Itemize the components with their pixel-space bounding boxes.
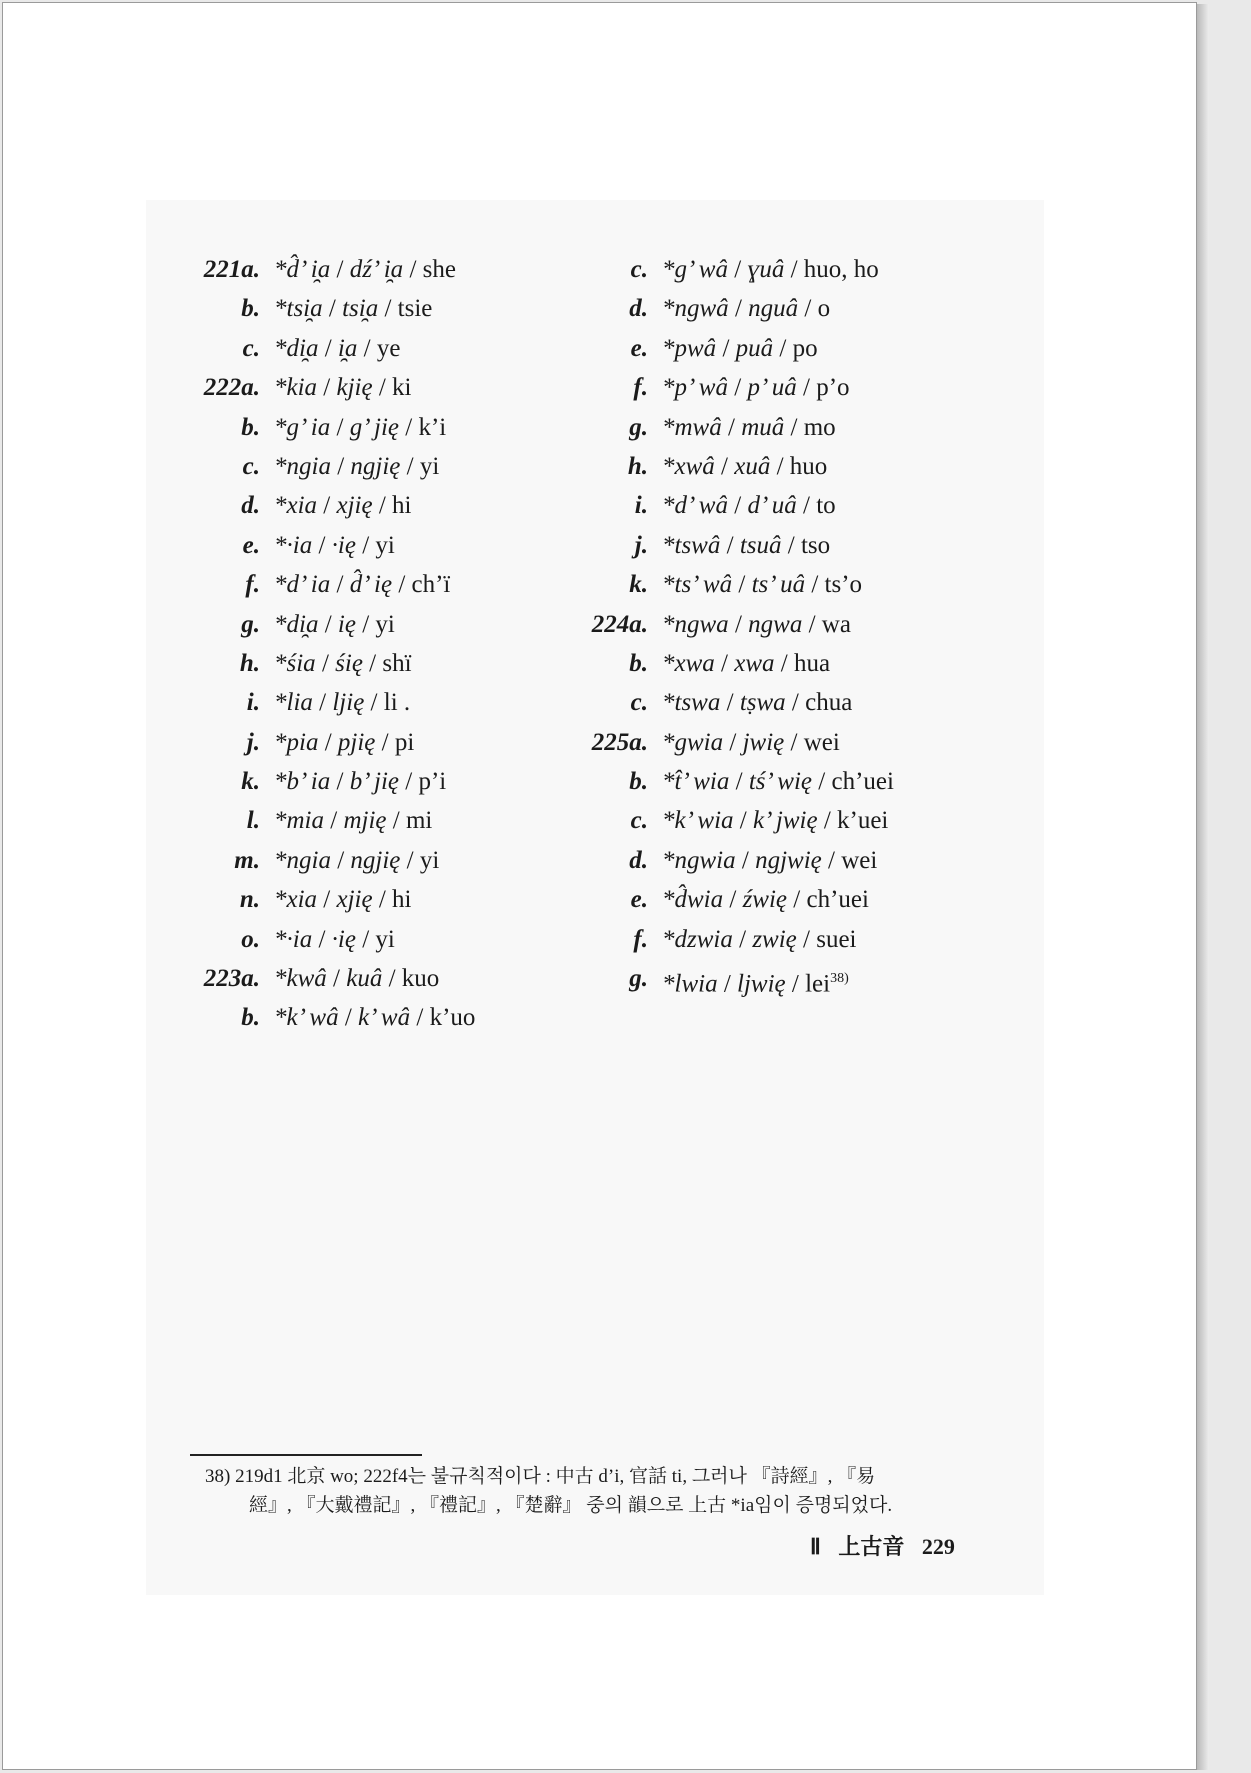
entry-number: c. (242, 334, 260, 362)
entry-forms: *di̯a / ię / yi (274, 610, 395, 638)
middle-chinese-form: d̂’ ię (349, 571, 393, 599)
entry-forms: *·ia / ·ię / yi (274, 531, 395, 559)
entry-forms: *lwia / ljwię / lei$^{38)}$ (662, 970, 849, 998)
modern-reading: yi (419, 846, 440, 874)
entry-number: e. (242, 531, 260, 559)
old-chinese-form: *dzwia (662, 925, 733, 953)
old-chinese-form: *gwia (662, 728, 724, 756)
entry-forms: *xwa / xwa / hua (662, 649, 831, 677)
old-chinese-form: *ngwa (662, 610, 729, 638)
entry-forms: *lia / ljię / li . (274, 689, 411, 717)
old-chinese-form: *p’ wâ (662, 374, 728, 402)
old-chinese-form: *tswâ (662, 531, 721, 559)
modern-reading: yi (375, 531, 395, 559)
middle-chinese-form: k’ wâ (358, 1004, 411, 1032)
modern-reading: ki (392, 374, 412, 402)
old-chinese-form: *g’ ia (274, 413, 331, 441)
entry-forms: *b’ ia / b’ jię / p’i (274, 768, 447, 796)
modern-reading: ts’o (824, 571, 863, 599)
middle-chinese-form: xjię (336, 886, 373, 914)
middle-chinese-form: d’ uâ (747, 492, 797, 520)
footnote-marker[interactable]: 38) (830, 971, 849, 987)
middle-chinese-form: pjię (337, 728, 376, 756)
modern-reading: huo, ho (803, 256, 879, 283)
entry-number: 221a. (203, 256, 260, 283)
entry-forms: *xwâ / xuâ / huo (662, 452, 828, 480)
middle-chinese-form: ·ię (331, 925, 356, 953)
modern-reading: mi (405, 807, 433, 835)
entry-number: g. (241, 610, 260, 638)
old-chinese-form: *·ia (274, 925, 313, 953)
middle-chinese-form: xuâ (734, 452, 771, 480)
modern-reading: li . (383, 689, 411, 717)
old-chinese-form: *śia (274, 649, 316, 677)
middle-chinese-form: tsi̯a (342, 295, 379, 323)
entry-number: b. (629, 649, 648, 677)
entry-forms: *ngia / ngjię / yi (274, 846, 440, 874)
middle-chinese-form: śię (335, 649, 363, 677)
entry-number: d. (241, 492, 260, 520)
middle-chinese-form: ɣuâ (747, 256, 785, 283)
entry-number: m. (234, 846, 260, 874)
modern-reading: k’uo (429, 1004, 476, 1032)
middle-chinese-form: xjię (336, 492, 373, 520)
old-chinese-form: *b’ ia (274, 768, 331, 796)
middle-chinese-form: tś’ wię (748, 768, 813, 796)
old-chinese-form: *k’ wia (662, 807, 734, 835)
old-chinese-form: *g’ wâ (662, 256, 728, 283)
footnote-line-2: 經』, 『大戴禮記』, 『禮記』, 『楚辭』 중의 韻으로 上古 *ia임이 증명되었다. (249, 1495, 893, 1516)
middle-chinese-form: ngjię (350, 452, 401, 480)
entry-forms: *ngwa / ngwa / wa (662, 610, 851, 638)
entry-number: d. (629, 846, 648, 874)
middle-chinese-form: jwię (742, 728, 785, 756)
entry-number: c. (630, 689, 648, 717)
modern-reading: mo (803, 413, 836, 441)
middle-chinese-form: ts’ uâ (751, 571, 806, 599)
entry-forms: *dzwia / zwię / suei (662, 925, 857, 953)
modern-reading: chua (805, 689, 853, 717)
entry-forms: *d̂wia / źwię / ch’uei (662, 886, 869, 914)
middle-chinese-form: ngjię (350, 846, 401, 874)
old-chinese-form: *xia (274, 886, 318, 914)
entry-forms: *ts’ wâ / ts’ uâ / ts’o (662, 571, 863, 599)
old-chinese-form: *d’ ia (274, 571, 331, 599)
old-chinese-form: *d̂’ i̯a (274, 256, 331, 283)
middle-chinese-form: ·ię (331, 531, 356, 559)
entry-number: b. (629, 768, 648, 796)
old-chinese-form: *xia (274, 492, 318, 520)
entry-number: b. (241, 295, 260, 323)
entry-number: c. (242, 452, 260, 480)
modern-reading: yi (419, 452, 440, 480)
entry-number: k. (241, 768, 260, 796)
entry-number: i. (246, 689, 260, 717)
entry-number: 222a. (203, 374, 260, 402)
modern-reading: tsie (397, 295, 433, 323)
entry-forms: *k’ wâ / k’ wâ / k’uo (274, 1004, 476, 1032)
entry-forms: *p’ wâ / p’ uâ / p’o (662, 374, 850, 402)
middle-chinese-form: tsuâ (739, 531, 782, 559)
entry-forms: *ngwia / ngjwię / wei (662, 846, 878, 874)
old-chinese-form: *lia (274, 689, 313, 717)
entry-number: 223a. (203, 965, 260, 993)
entry-forms: *di̯a / i̯a / ye (274, 334, 401, 362)
entry-number: o. (241, 925, 260, 953)
modern-reading: o (817, 295, 831, 323)
entry-number: b. (241, 1004, 260, 1032)
entry-number: i. (634, 492, 648, 520)
old-chinese-form: *di̯a (274, 610, 319, 638)
page-edge-shadow (1197, 4, 1209, 1770)
entry-number: e. (630, 334, 648, 362)
entry-number: e. (630, 886, 648, 914)
entry-forms: *tswâ / tsuâ / tso (662, 531, 831, 559)
modern-reading: pi (394, 728, 415, 756)
entry-number: c. (630, 256, 648, 283)
old-chinese-form: *lwia (662, 970, 718, 998)
old-chinese-form: *d’ wâ (662, 492, 728, 520)
entry-forms: *gwia / jwię / wei (662, 728, 840, 756)
old-chinese-form: *ngwia (662, 846, 736, 874)
entry-number: 225a. (591, 728, 648, 756)
entry-forms: *xia / xjię / hi (274, 492, 412, 520)
entry-forms: *tsi̯a / tsi̯a / tsie (274, 295, 433, 323)
entry-number: f. (633, 374, 648, 402)
old-chinese-form: *tswa (662, 689, 721, 717)
entry-number: f. (633, 925, 648, 953)
entry-forms: *k’ wia / k’ jwię / k’uei (662, 807, 889, 835)
old-chinese-form: *pia (274, 728, 319, 756)
entry-number: g. (629, 413, 648, 441)
middle-chinese-form: kjię (336, 374, 373, 402)
entry-forms: *t̂’ wia / tś’ wię / ch’uei (662, 768, 894, 796)
page-number: 229 (921, 1534, 955, 1559)
modern-reading: k’i (418, 413, 447, 441)
modern-reading: suei (816, 925, 857, 953)
old-chinese-form: *ngia (274, 846, 331, 874)
middle-chinese-form: dź’ i̯a (349, 256, 404, 283)
old-chinese-form: *ngwâ (662, 295, 729, 323)
old-chinese-form: *xwa (662, 649, 715, 677)
old-chinese-form: *k’ wâ (274, 1004, 339, 1032)
middle-chinese-form: źwię (742, 886, 788, 914)
old-chinese-form: *mia (274, 807, 324, 835)
modern-reading: yi (375, 925, 395, 953)
middle-chinese-form: k’ jwię (752, 807, 818, 835)
middle-chinese-form: zwię (752, 925, 797, 953)
old-chinese-form: *pwâ (662, 334, 717, 362)
middle-chinese-form: ngjwię (755, 846, 822, 874)
modern-reading: to (816, 492, 836, 520)
entry-forms: *xia / xjię / hi (274, 886, 412, 914)
modern-reading: ch’uei (806, 886, 869, 914)
entry-forms: *d’ ia / d̂’ ię / ch’ï (274, 571, 451, 599)
modern-reading: ch’ï (411, 571, 451, 599)
entry-number: f. (245, 571, 260, 599)
middle-chinese-form: kuâ (346, 965, 383, 993)
footnote (205, 1462, 1005, 1520)
old-chinese-form: *di̯a (274, 334, 319, 362)
footer-section: Ⅱ (810, 1534, 821, 1559)
modern-reading: po (792, 334, 818, 362)
middle-chinese-form: puâ (735, 334, 774, 362)
middle-chinese-form: ljię (332, 689, 365, 717)
middle-chinese-form: nguâ (748, 295, 799, 323)
entry-forms: *d’ wâ / d’ uâ / to (662, 492, 836, 520)
entry-forms: *ngwâ / nguâ / o (662, 295, 831, 323)
modern-reading: wei (803, 728, 840, 756)
entry-number: n. (239, 886, 260, 914)
modern-reading: shï (382, 649, 412, 677)
middle-chinese-form: b’ jię (349, 768, 399, 796)
middle-chinese-form: ię (337, 610, 356, 638)
footer-title: 上古音 (838, 1534, 905, 1559)
modern-reading: ch’uei (831, 768, 894, 796)
modern-reading: wa (821, 610, 851, 638)
modern-reading: k’uei (837, 807, 889, 835)
middle-chinese-form: ljwię (737, 970, 786, 998)
entry-number: 224a. (591, 610, 648, 638)
old-chinese-form: *ts’ wâ (662, 571, 733, 599)
entry-number: g. (629, 965, 648, 993)
old-chinese-form: *t̂’ wia (662, 768, 730, 796)
entry-forms: *ngia / ngjię / yi (274, 452, 440, 480)
entry-forms: *tswa / tṣwa / chua (662, 689, 853, 717)
middle-chinese-form: xwa (734, 649, 775, 677)
entry-number: d. (629, 295, 648, 323)
entry-number: j. (246, 728, 260, 756)
entry-number: h. (627, 452, 648, 480)
modern-reading: wei (841, 846, 878, 874)
page-footer (810, 1530, 967, 1561)
old-chinese-form: *xwâ (662, 452, 715, 480)
old-chinese-form: *kia (274, 374, 318, 402)
entry-forms: *g’ ia / g’ jię / k’i (274, 413, 447, 441)
entry-number: j. (634, 531, 648, 559)
modern-reading: tso (800, 531, 831, 559)
entry-forms: *pwâ / puâ / po (662, 334, 818, 362)
footnote-rule (190, 1454, 422, 1456)
old-chinese-form: *ngia (274, 452, 331, 480)
entry-forms: *·ia / ·ię / yi (274, 925, 395, 953)
entry-number: h. (239, 649, 260, 677)
modern-reading: p’i (418, 768, 447, 796)
modern-reading: hua (793, 649, 831, 677)
middle-chinese-form: muâ (741, 413, 785, 441)
entry-forms: *d̂’ i̯a / dź’ i̯a / she (274, 256, 456, 283)
entry-forms: *kia / kjię / ki (274, 374, 412, 402)
old-chinese-form: *tsi̯a (274, 295, 323, 323)
entry-forms: *mia / mjię / mi (274, 807, 433, 835)
middle-chinese-form: ngwa (748, 610, 803, 638)
modern-reading: hi (392, 886, 412, 914)
modern-reading: p’o (816, 374, 850, 402)
old-chinese-form: *d̂wia (662, 886, 724, 914)
entry-forms: *mwâ / muâ / mo (662, 413, 836, 441)
entry-number: b. (241, 413, 260, 441)
entry-forms: *pia / pjię / pi (274, 728, 415, 756)
middle-chinese-form: p’ uâ (747, 374, 797, 402)
old-chinese-form: *·ia (274, 531, 313, 559)
modern-reading: hi (392, 492, 412, 520)
middle-chinese-form: g’ jię (349, 413, 399, 441)
old-chinese-form: *mwâ (662, 413, 722, 441)
old-chinese-form: *kwâ (274, 965, 327, 993)
footnote-line-1: 38) 219d1 北京 wo; 222f4는 불규칙적이다 : 中古 d’i, 官話 ti, 그러나 『詩經』, 『易 (205, 1466, 876, 1487)
entry-forms: *śia / śię / shï (274, 649, 412, 677)
entry-number: k. (629, 571, 648, 599)
entry-forms: *g’ wâ / ɣuâ / huo, ho (662, 256, 879, 283)
modern-reading: kuo (401, 965, 440, 993)
entry-number: l. (246, 807, 260, 835)
modern-reading: ye (376, 334, 401, 362)
middle-chinese-form: tṣwa (739, 689, 786, 717)
modern-reading: lei (805, 970, 831, 998)
entry-number: c. (630, 807, 648, 835)
middle-chinese-form: i̯a (337, 334, 358, 362)
modern-reading: yi (375, 610, 395, 638)
modern-reading: huo (789, 452, 828, 480)
modern-reading: she (422, 256, 456, 283)
entry-forms: *kwâ / kuâ / kuo (274, 965, 440, 993)
middle-chinese-form: mjię (343, 807, 387, 835)
